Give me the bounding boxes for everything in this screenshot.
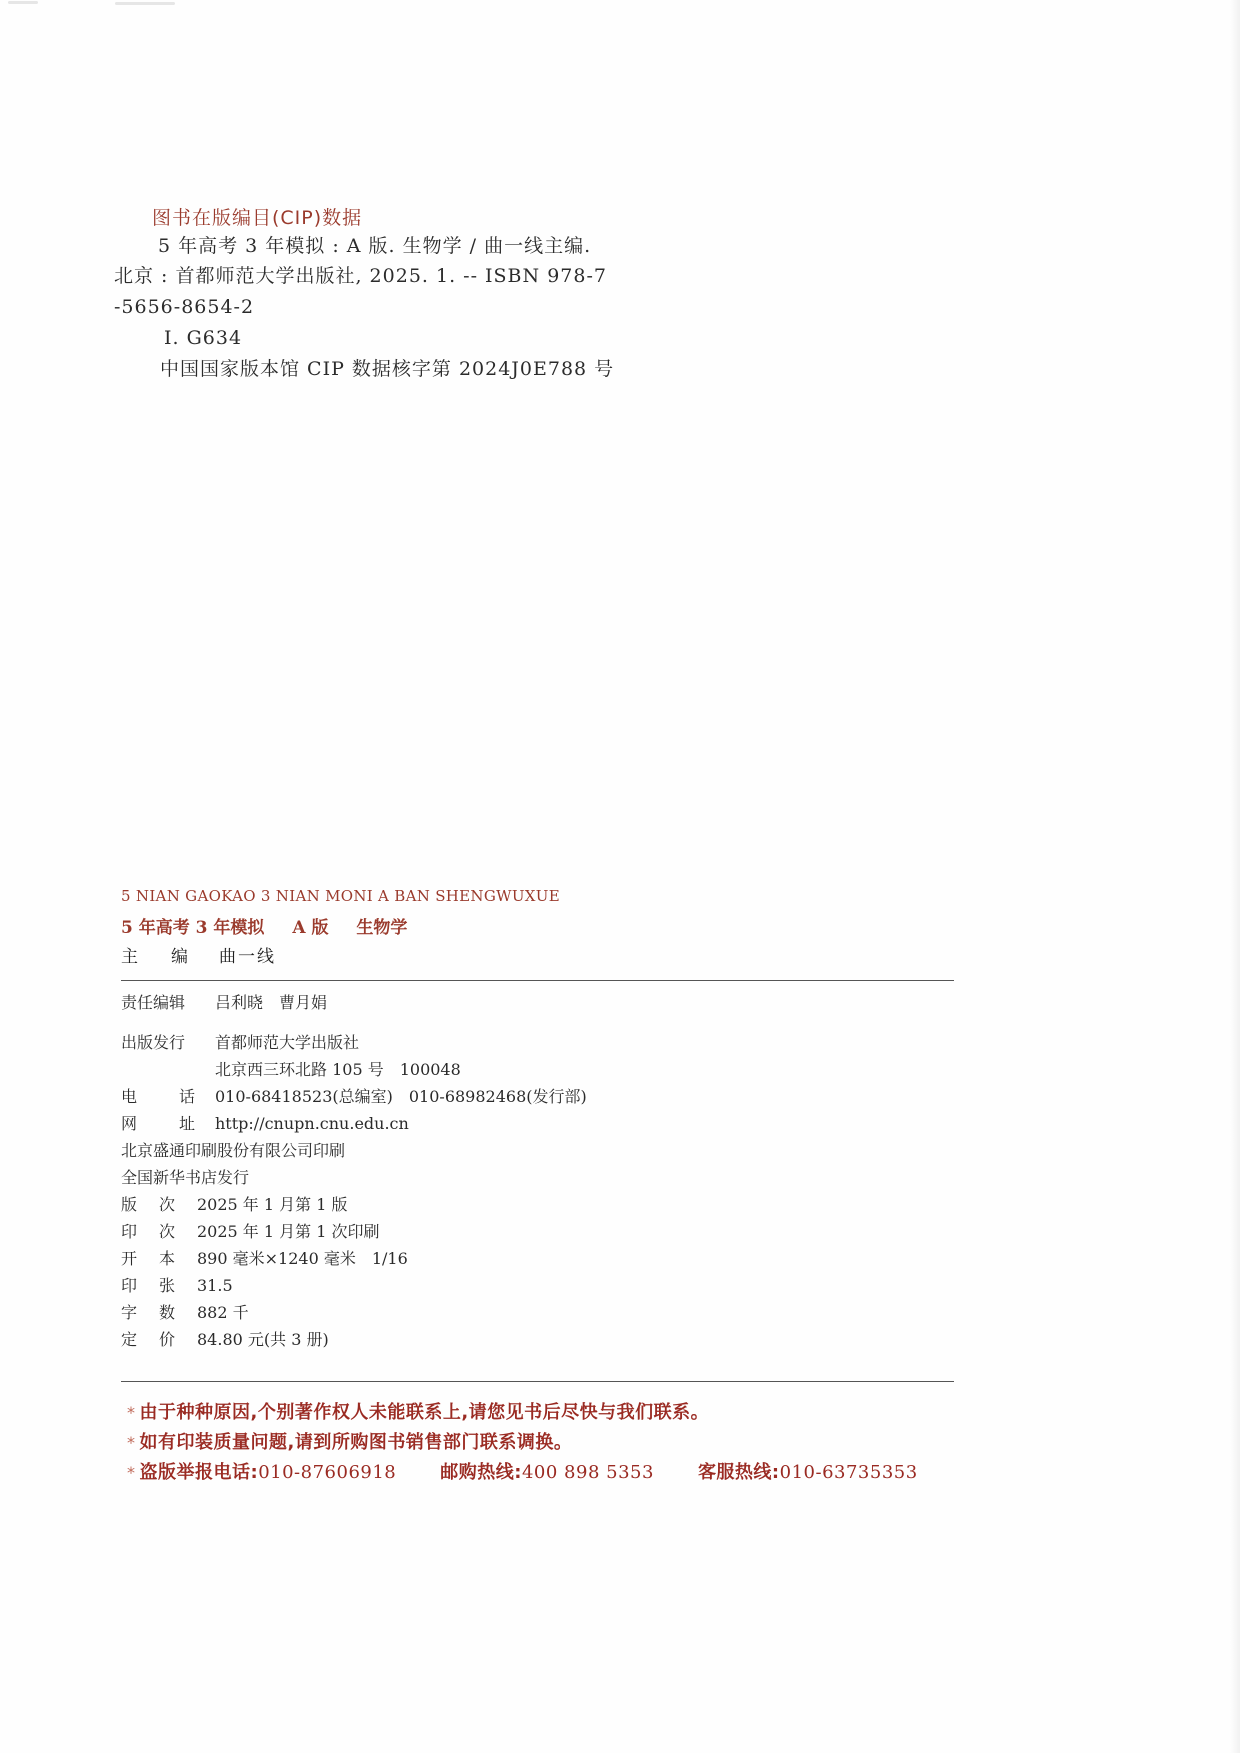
distributor: 全国新华书店发行: [121, 1168, 250, 1187]
piracy-phone: 010-87606918: [258, 1462, 397, 1483]
asterisk-icon: *: [127, 1433, 136, 1452]
format-value: 890 毫米×1240 毫米 1/16: [197, 1249, 408, 1268]
website-label-1: 网: [121, 1114, 138, 1133]
book-title-series: 5 年高考 3 年模拟: [121, 918, 265, 938]
piracy-label: 盗版举报电话:: [139, 1462, 259, 1483]
publisher-address: 北京西三环北路 105 号 100048: [215, 1060, 461, 1079]
responsible-editor-value: 吕利晓 曹月娟: [215, 993, 328, 1012]
book-title: [121, 913, 429, 938]
cip-line-3: -5656-8654-2: [114, 296, 255, 318]
page-edge-shadow: [1230, 0, 1240, 1753]
book-title-subject: 生物学: [356, 918, 408, 938]
edition-label-2: 次: [159, 1195, 176, 1214]
notice-hotlines: [127, 1458, 918, 1484]
responsible-editor-label: 责任编辑: [121, 993, 186, 1012]
notice-copyright-text: 由于种种原因,个别著作权人未能联系上,请您见书后尽快与我们联系。: [139, 1402, 710, 1423]
mail-order-phone: 400 898 5353: [521, 1462, 654, 1483]
asterisk-icon: *: [127, 1403, 136, 1422]
scan-artifact: [8, 1, 38, 4]
price-label-2: 价: [159, 1330, 176, 1349]
price-value: 84.80 元(共 3 册): [197, 1330, 329, 1349]
printing-label-1: 印: [121, 1222, 138, 1241]
book-title-edition: A 版: [292, 918, 329, 938]
pinyin-title: 5 NIAN GAOKAO 3 NIAN MONI A BAN SHENGWUXUE: [121, 887, 560, 905]
format-label-1: 开: [121, 1249, 138, 1268]
cip-line-4: Ⅰ. G634: [164, 327, 243, 349]
publisher-label: 出版发行: [121, 1033, 186, 1052]
word-count-value: 882 千: [197, 1303, 249, 1322]
asterisk-icon: *: [127, 1463, 136, 1482]
phone-value: 010-68418523(总编室) 010-68982468(发行部): [215, 1087, 587, 1106]
edition-value: 2025 年 1 月第 1 版: [197, 1195, 348, 1214]
website-link[interactable]: http://cnupn.cnu.edu.cn: [215, 1114, 409, 1133]
publisher-row: [121, 1033, 359, 1053]
cip-line-2: 北京 : 首都师范大学出版社, 2025. 1. -- ISBN 978-7: [114, 265, 607, 287]
mail-order-label: 邮购热线:: [440, 1462, 522, 1483]
notice-quality-text: 如有印装质量问题,请到所购图书销售部门联系调换。: [139, 1432, 573, 1453]
edition-row: [121, 1195, 348, 1215]
cip-title: 图书在版编目(CIP)数据: [152, 207, 363, 229]
word-count-label-1: 字: [121, 1303, 138, 1322]
phone-label-1: 电: [121, 1087, 138, 1106]
word-count-label-2: 数: [159, 1303, 176, 1322]
divider-top: [121, 980, 954, 981]
responsible-editor-row: [121, 993, 327, 1013]
cip-line-5: 中国国家版本馆 CIP 数据核字第 2024J0E788 号: [160, 358, 615, 380]
divider-bottom: [121, 1381, 954, 1382]
chief-editor-label-1: 主: [121, 947, 138, 967]
scan-artifact: [115, 2, 175, 5]
chief-editor-label-2: 编: [171, 947, 188, 967]
word-count-row: [121, 1303, 249, 1323]
sheets-label-2: 张: [159, 1276, 176, 1295]
service-phone: 010-63735353: [779, 1462, 918, 1483]
cip-line-1: 5 年高考 3 年模拟 : A 版. 生物学 / 曲一线主编.: [158, 235, 592, 257]
chief-editor: [121, 942, 276, 967]
website-label-2: 址: [179, 1114, 196, 1133]
chief-editor-name: 曲一线: [219, 947, 276, 967]
sheets-value: 31.5: [197, 1276, 233, 1295]
format-label-2: 本: [159, 1249, 176, 1268]
notice-copyright: [127, 1398, 709, 1424]
phone-label-2: 话: [179, 1087, 196, 1106]
printing-row: [121, 1222, 380, 1242]
phone-row: [121, 1087, 587, 1107]
printing-value: 2025 年 1 月第 1 次印刷: [197, 1222, 380, 1241]
sheets-label-1: 印: [121, 1276, 138, 1295]
service-label: 客服热线:: [697, 1462, 780, 1483]
printing-label-2: 次: [159, 1222, 176, 1241]
website-row: [121, 1114, 409, 1134]
price-label-1: 定: [121, 1330, 138, 1349]
format-row: [121, 1249, 408, 1269]
notice-quality: [127, 1428, 572, 1454]
sheets-row: [121, 1276, 233, 1296]
publisher-value: 首都师范大学出版社: [215, 1033, 360, 1052]
price-row: [121, 1330, 329, 1350]
edition-label-1: 版: [121, 1195, 138, 1214]
printer: 北京盛通印刷股份有限公司印刷: [121, 1141, 346, 1160]
